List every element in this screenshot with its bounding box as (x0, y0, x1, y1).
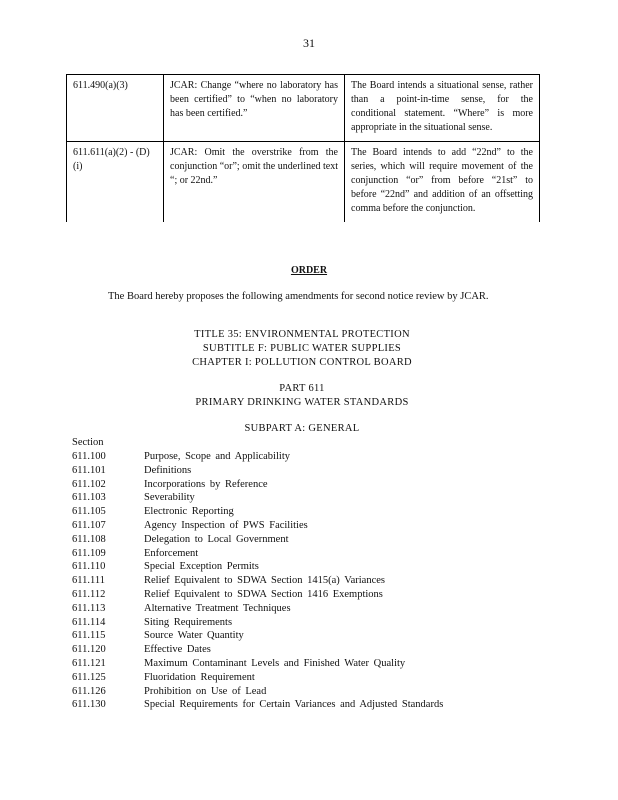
list-item (72, 464, 532, 478)
section-title: Definitions (144, 464, 192, 476)
section-number: 611.112 (72, 588, 106, 600)
section-title: Source Water Quantity (144, 630, 244, 642)
section-title: Electronic Reporting (144, 506, 234, 518)
section-cell: 611.611(a)(2) - (D)(i) (67, 142, 164, 223)
section-number: 611.126 (72, 685, 106, 697)
section-number: 611.105 (72, 506, 106, 518)
list-item (72, 588, 532, 602)
response-cell: The Board intends to add “22nd” to the series, which will require movement of the conjunction “or” from before “21st” to before “22nd” and addition of an offsetting comma before the conjunction. (345, 142, 540, 223)
chapter-line: CHAPTER I: POLLUTION CONTROL BOARD (192, 357, 412, 368)
subpart-heading: SUBPART A: GENERAL (244, 423, 360, 434)
section-title: Relief Equivalent to SDWA Section 1416 Exemptions (144, 588, 383, 600)
change-cell: JCAR: Omit the overstrike from the conjunction “or”; omit the underlined text “; or 22nd.” (164, 142, 345, 223)
order-heading: ORDER (290, 265, 328, 276)
list-item (72, 616, 532, 630)
section-title: Alternative Treatment Techniques (144, 602, 291, 614)
list-item (72, 671, 532, 685)
list-item (72, 698, 532, 712)
response-cell: The Board intends a situational sense, rather than a point-in-time sense, for the conditional statement. “Where” is more appropriate in the situational sense. (345, 75, 540, 142)
section-number: 611.111 (72, 575, 105, 587)
section-title: Agency Inspection of PWS Facilities (144, 519, 308, 531)
section-title: Severability (144, 492, 195, 504)
section-number: 611.109 (72, 547, 106, 559)
part-block (0, 382, 604, 410)
list-item (72, 602, 532, 616)
section-number: 611.115 (72, 630, 106, 642)
section-title: Purpose, Scope and Applicability (144, 451, 290, 462)
section-title: Prohibition on Use of Lead (144, 685, 267, 697)
list-item (72, 505, 532, 519)
title-line: TITLE 35: ENVIRONMENTAL PROTECTION (194, 329, 410, 340)
section-title: Fluoridation Requirement (144, 671, 255, 683)
section-cell: 611.490(a)(3) (67, 75, 164, 142)
list-item (72, 547, 532, 561)
section-title: Relief Equivalent to SDWA Section 1415(a) Variances (144, 575, 386, 587)
section-number: 611.113 (72, 602, 106, 614)
section-number: 611.130 (72, 699, 106, 711)
list-item (72, 560, 532, 574)
table-row (67, 75, 540, 142)
section-label: Section (72, 437, 104, 448)
section-title: Delegation to Local Government (144, 533, 289, 545)
title-block (0, 328, 604, 370)
change-cell: JCAR: Change “where no laboratory has been certified” to “when no laboratory has been certified.” (164, 75, 345, 142)
section-number: 611.121 (72, 657, 106, 669)
section-number: 611.108 (72, 533, 106, 545)
part-title-line: PRIMARY DRINKING WATER STANDARDS (195, 397, 409, 408)
section-number: 611.107 (72, 519, 106, 531)
list-item (72, 685, 532, 699)
page-number: 31 (303, 36, 315, 50)
intro-paragraph: The Board hereby proposes the following amendments for second notice review by JCAR. (108, 291, 489, 302)
section-title: Incorporations by Reference (144, 478, 268, 490)
list-item (72, 629, 532, 643)
part-line: PART 611 (279, 383, 325, 394)
list-item (72, 478, 532, 492)
list-item (72, 491, 532, 505)
section-number: 611.103 (72, 492, 106, 504)
list-item (72, 519, 532, 533)
table-row (67, 142, 540, 223)
list-item (72, 450, 532, 464)
section-number: 611.125 (72, 671, 106, 683)
section-number: 611.102 (72, 478, 106, 490)
section-number: 611.114 (72, 616, 106, 628)
section-number: 611.100 (72, 451, 106, 462)
section-title: Effective Dates (144, 644, 211, 656)
issues-table (66, 74, 540, 222)
section-title: Enforcement (144, 547, 199, 559)
section-number: 611.101 (72, 464, 106, 476)
section-title: Maximum Contaminant Levels and Finished Water Quality (144, 657, 406, 669)
section-title: Siting Requirements (144, 616, 233, 628)
section-title: Special Requirements for Certain Variances and Adjusted Standards (144, 699, 444, 711)
section-list (72, 450, 532, 712)
subtitle-line: SUBTITLE F: PUBLIC WATER SUPPLIES (202, 343, 402, 354)
list-item (72, 574, 532, 588)
section-title: Special Exception Permits (144, 561, 259, 573)
section-number: 611.110 (72, 561, 106, 573)
list-item (72, 533, 532, 547)
list-item (72, 643, 532, 657)
section-number: 611.120 (72, 644, 106, 656)
list-item (72, 657, 532, 671)
